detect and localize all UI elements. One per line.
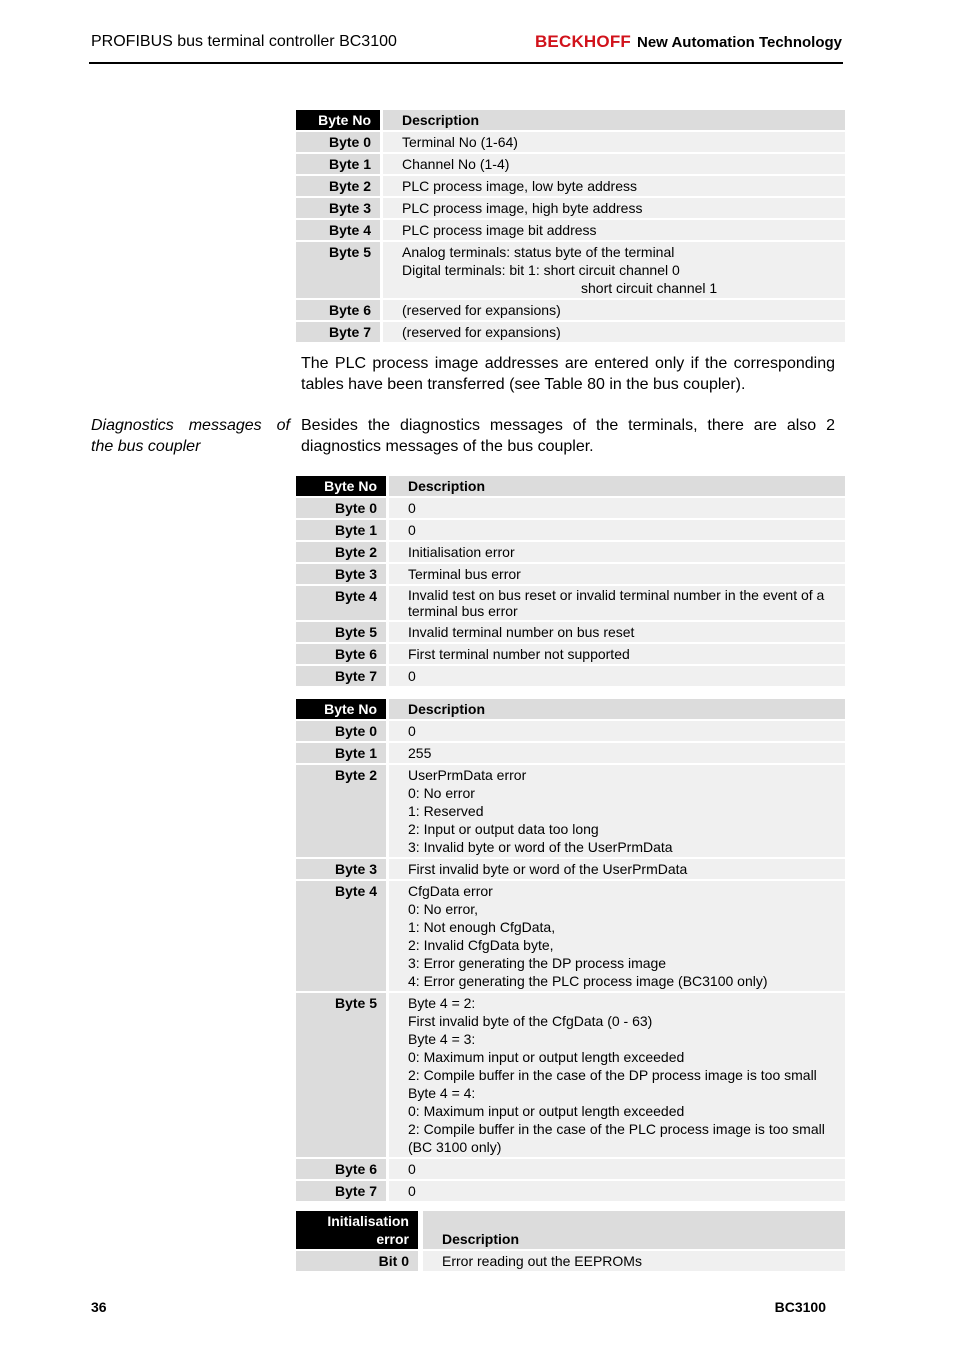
byte-label: Byte 0: [296, 721, 386, 741]
byte-label: Byte 3: [296, 564, 386, 584]
table-row: [296, 622, 845, 642]
header-rule: [89, 62, 843, 64]
side-heading: Diagnostics messages of the bus coupler: [91, 417, 290, 455]
byte-description: CfgData error 0: No error, 1: Not enough CfgData, 2: Invalid CfgData byte, 3: Error generating the DP process image 4: Error generating the PLC process image (BC3100 only): [389, 881, 845, 991]
table-row: [296, 154, 845, 174]
table-row: [296, 1251, 845, 1271]
table-row: [296, 644, 845, 664]
table-row: [296, 586, 845, 620]
column-header-description: Description: [383, 110, 845, 130]
table-row: [296, 881, 845, 991]
byte-label: Byte 5: [296, 242, 380, 298]
byte-label: Byte 6: [296, 300, 380, 320]
byte-label: Byte 5: [296, 622, 386, 642]
table-row: [296, 176, 845, 196]
column-header-description: Description: [389, 476, 845, 496]
byte-label: Byte 6: [296, 1159, 386, 1179]
byte-description: Channel No (1-4): [383, 154, 845, 174]
byte-label: Byte 3: [296, 859, 386, 879]
bus-coupler-diagnostics-table-2: [296, 697, 845, 1203]
byte-description: 0: [389, 1181, 845, 1201]
byte-description: First terminal number not supported: [389, 644, 845, 664]
table-row: [296, 743, 845, 763]
byte-label: Byte 3: [296, 198, 380, 218]
byte-label: Byte 2: [296, 542, 386, 562]
byte-description: [383, 242, 845, 298]
table-header-row: [296, 699, 845, 719]
byte-label: Byte 6: [296, 644, 386, 664]
table-row: [296, 765, 845, 857]
brand-tagline: New Automation Technology: [637, 34, 842, 51]
byte-label: Byte 1: [296, 743, 386, 763]
column-header-initialisation-error: Initialisation error: [296, 1211, 418, 1249]
column-header-byte-no: Byte No: [296, 699, 386, 719]
byte-description: Initialisation error: [389, 542, 845, 562]
table-row: [296, 859, 845, 879]
byte-description: PLC process image, high byte address: [383, 198, 845, 218]
byte-description-extra: short circuit channel 1: [581, 280, 718, 296]
table-row: [296, 542, 845, 562]
table-row: [296, 322, 845, 342]
table-row: [296, 242, 845, 298]
column-header-description: Description: [423, 1211, 845, 1249]
table-row: [296, 721, 845, 741]
byte-description: Invalid test on bus reset or invalid terminal number in the event of a terminal bus error: [389, 586, 845, 620]
table-header-row: [296, 1211, 845, 1249]
byte-label: Byte 0: [296, 132, 380, 152]
table-row: [296, 666, 845, 686]
byte-description: 0: [389, 1159, 845, 1179]
byte-description: 0: [389, 498, 845, 518]
column-header-description: Description: [389, 699, 845, 719]
byte-description: Byte 4 = 2: First invalid byte of the CfgData (0 - 63) Byte 4 = 3: 0: Maximum input or output length exceeded 2: Compile buffer in the case of the DP process image is too small Byte 4 = 4: 0: Maximum input or output length exceeded 2: Compile buffer in the case of the PLC process image is too small (BC 3100 only): [389, 993, 845, 1157]
table-header-row: [296, 476, 845, 496]
table-row: [296, 1181, 845, 1201]
byte-description: Terminal No (1-64): [383, 132, 845, 152]
table-row: [296, 220, 845, 240]
byte-description: Invalid terminal number on bus reset: [389, 622, 845, 642]
byte-label: Byte 1: [296, 154, 380, 174]
initialisation-error-table: [296, 1209, 845, 1273]
byte-label: Byte 7: [296, 1181, 386, 1201]
brand-logo: [535, 32, 842, 52]
bit-description: Error reading out the EEPROMs: [423, 1251, 845, 1271]
byte-description-text: Analog terminals: status byte of the terminal Digital terminals: bit 1: short circuit channel 0: [402, 244, 680, 278]
byte-label: Byte 0: [296, 498, 386, 518]
byte-description: First invalid byte or word of the UserPrmData: [389, 859, 845, 879]
terminal-diagnostics-table: [296, 108, 845, 344]
byte-label: Byte 2: [296, 765, 386, 857]
byte-description: UserPrmData error 0: No error 1: Reserved 2: Input or output data too long 3: Invalid byte or word of the UserPrmData: [389, 765, 845, 857]
byte-description: (reserved for expansions): [383, 322, 845, 342]
paragraph-plc-addresses: The PLC process image addresses are entered only if the corresponding tables have been transferred (see Table 80 in the bus coupler).: [301, 355, 835, 393]
byte-description: 0: [389, 666, 845, 686]
byte-label: Byte 5: [296, 993, 386, 1157]
table-row: [296, 564, 845, 584]
byte-label: Byte 1: [296, 520, 386, 540]
table-row: [296, 993, 845, 1157]
byte-label: Byte 7: [296, 666, 386, 686]
page-number: 36: [91, 1299, 107, 1315]
byte-description: 0: [389, 520, 845, 540]
byte-label: Byte 4: [296, 881, 386, 991]
byte-description: 0: [389, 721, 845, 741]
byte-label: Byte 4: [296, 586, 386, 620]
table-row: [296, 498, 845, 518]
header-title: PROFIBUS bus terminal controller BC3100: [91, 33, 397, 50]
table-row: [296, 132, 845, 152]
byte-description: PLC process image, low byte address: [383, 176, 845, 196]
table-row: [296, 198, 845, 218]
column-header-byte-no: Byte No: [296, 476, 386, 496]
column-header-byte-no: Byte No: [296, 110, 380, 130]
byte-label: Byte 7: [296, 322, 380, 342]
footer-product: BC3100: [774, 1299, 826, 1315]
byte-description: 255: [389, 743, 845, 763]
table-row: [296, 1159, 845, 1179]
table-row: [296, 520, 845, 540]
byte-label: Byte 2: [296, 176, 380, 196]
beckhoff-logo: BECKHOFF: [534, 32, 631, 51]
byte-description: Terminal bus error: [389, 564, 845, 584]
paragraph-bus-coupler-diagnostics: Besides the diagnostics messages of the terminals, there are also 2 diagnostics messages of the bus coupler.: [301, 417, 835, 455]
table-row: [296, 300, 845, 320]
bus-coupler-diagnostics-table-1: [296, 474, 845, 688]
table-header-row: [296, 110, 845, 130]
bit-label: Bit 0: [296, 1251, 418, 1271]
byte-description: PLC process image bit address: [383, 220, 845, 240]
byte-label: Byte 4: [296, 220, 380, 240]
byte-description: (reserved for expansions): [383, 300, 845, 320]
